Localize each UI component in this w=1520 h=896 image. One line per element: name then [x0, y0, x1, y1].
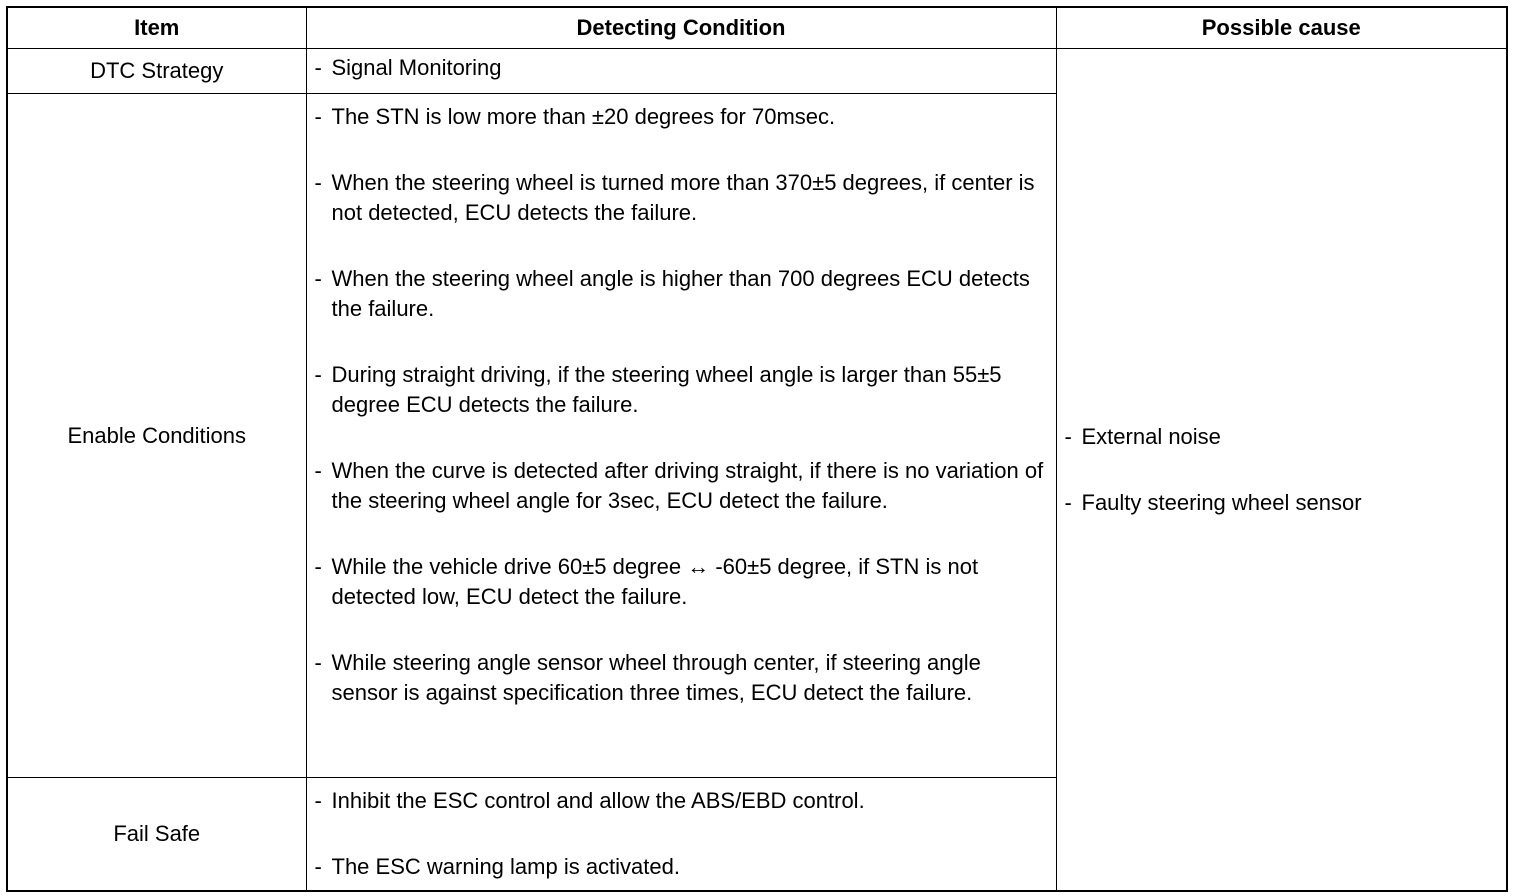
condition-item: - When the steering wheel is turned more than 370±5 degrees, if center is not detected, ECU detects the failure. — [315, 168, 1046, 228]
header-item: Item — [7, 7, 306, 49]
header-detecting-condition: Detecting Condition — [306, 7, 1056, 49]
cause-item: - External noise — [1065, 422, 1497, 452]
table-row-dtc-strategy — [7, 49, 1507, 94]
condition-item: - The ESC warning lamp is activated. — [315, 852, 1046, 882]
conditions-dtc-strategy — [306, 49, 1056, 94]
conditions-enable — [306, 94, 1056, 778]
condition-item: - During straight driving, if the steering wheel angle is larger than 55±5 degree ECU detects the failure. — [315, 360, 1046, 420]
condition-item: - Inhibit the ESC control and allow the ABS/EBD control. — [315, 786, 1046, 816]
item-enable-conditions: Enable Conditions — [7, 94, 306, 778]
condition-item: - While the vehicle drive 60±5 degree ↔ -60±5 degree, if STN is not detected low, ECU detect the failure. — [315, 552, 1046, 612]
possible-cause-cell — [1056, 49, 1507, 892]
item-fail-safe: Fail Safe — [7, 778, 306, 892]
table-header-row — [7, 7, 1507, 49]
condition-item: - Signal Monitoring — [315, 53, 1046, 83]
condition-item: - When the steering wheel angle is higher than 700 degrees ECU detects the failure. — [315, 264, 1046, 324]
cause-item: - Faulty steering wheel sensor — [1065, 488, 1497, 518]
condition-item: - When the curve is detected after driving straight, if there is no variation of the steering wheel angle for 3sec, ECU detect the failure. — [315, 456, 1046, 516]
condition-item: - While steering angle sensor wheel through center, if steering angle sensor is against specification three times, ECU detect the failure. — [315, 648, 1046, 708]
dtc-spec-table — [6, 6, 1508, 892]
item-dtc-strategy: DTC Strategy — [7, 49, 306, 94]
conditions-fail-safe — [306, 778, 1056, 892]
header-possible-cause: Possible cause — [1056, 7, 1507, 49]
condition-item: - The STN is low more than ±20 degrees for 70msec. — [315, 102, 1046, 132]
